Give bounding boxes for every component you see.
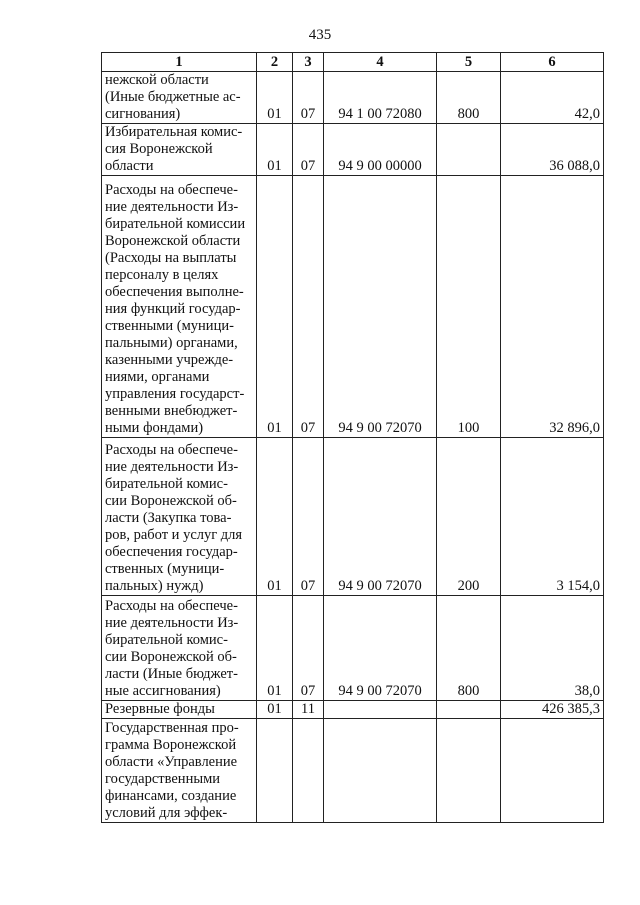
target-article-cell — [324, 719, 437, 823]
table-header-row — [102, 53, 604, 72]
budget-table — [101, 52, 604, 823]
column-header: 2 — [257, 53, 293, 72]
row-name-cell: Расходы на обеспече- ние деятельности Из- бирательной комиссии Воронежской области (Расходы на выплаты персоналу в целях обеспечения выполне- ния функций государ- ственными (муници- пальными) органами, казенными учрежде- ниями, органами управления государст- венными внебюджет- ными фондами) — [102, 176, 257, 438]
row-name-cell: Избирательная комис- сия Воронежской области — [102, 124, 257, 176]
amount-cell: 32 896,0 — [501, 176, 604, 438]
row-name-cell: Расходы на обеспече- ние деятельности Из- бирательной комис- сии Воронежской об- ласти (Закупка това- ров, работ и услуг для обеспечения государ- ственных (муници- пальных) нужд) — [102, 438, 257, 596]
section-code-cell — [257, 719, 293, 823]
amount-cell — [501, 719, 604, 823]
row-name-cell: Государственная про- грамма Воронежской области «Управление государственными финансами, создание условий для эффек- — [102, 719, 257, 823]
row-name-cell: нежской области (Иные бюджетные ас- сигнования) — [102, 72, 257, 124]
subsection-code-cell — [293, 719, 324, 823]
row-name-cell: Расходы на обеспече- ние деятельности Из- бирательной комис- сии Воронежской об- ласти (Иные бюджет- ные ассигнования) — [102, 596, 257, 701]
expense-type-cell: 200 — [437, 438, 501, 596]
section-code-cell: 01 — [257, 72, 293, 124]
column-header: 3 — [293, 53, 324, 72]
column-header: 1 — [102, 53, 257, 72]
section-code-cell: 01 — [257, 596, 293, 701]
expense-type-cell — [437, 701, 501, 719]
expense-type-cell: 100 — [437, 176, 501, 438]
section-code-cell: 01 — [257, 701, 293, 719]
subsection-code-cell: 07 — [293, 72, 324, 124]
column-header: 5 — [437, 53, 501, 72]
column-header: 6 — [501, 53, 604, 72]
amount-cell: 426 385,3 — [501, 701, 604, 719]
page-number: 435 — [308, 27, 332, 43]
expense-type-cell: 800 — [437, 596, 501, 701]
subsection-code-cell: 07 — [293, 176, 324, 438]
amount-cell: 36 088,0 — [501, 124, 604, 176]
row-name-cell: Резервные фонды — [102, 701, 257, 719]
column-header: 4 — [324, 53, 437, 72]
target-article-cell: 94 1 00 72080 — [324, 72, 437, 124]
target-article-cell: 94 9 00 72070 — [324, 596, 437, 701]
target-article-cell: 94 9 00 72070 — [324, 176, 437, 438]
target-article-cell — [324, 701, 437, 719]
table-row — [102, 596, 604, 701]
amount-cell: 3 154,0 — [501, 438, 604, 596]
table-row — [102, 719, 604, 823]
subsection-code-cell: 07 — [293, 596, 324, 701]
table-row — [102, 438, 604, 596]
subsection-code-cell: 07 — [293, 124, 324, 176]
section-code-cell: 01 — [257, 176, 293, 438]
target-article-cell: 94 9 00 00000 — [324, 124, 437, 176]
expense-type-cell: 800 — [437, 72, 501, 124]
expense-type-cell — [437, 124, 501, 176]
subsection-code-cell: 07 — [293, 438, 324, 596]
table-row — [102, 72, 604, 124]
section-code-cell: 01 — [257, 124, 293, 176]
expense-type-cell — [437, 719, 501, 823]
section-code-cell: 01 — [257, 438, 293, 596]
amount-cell: 38,0 — [501, 596, 604, 701]
amount-cell: 42,0 — [501, 72, 604, 124]
target-article-cell: 94 9 00 72070 — [324, 438, 437, 596]
table-row — [102, 176, 604, 438]
subsection-code-cell: 11 — [293, 701, 324, 719]
table-row — [102, 124, 604, 176]
table-row — [102, 701, 604, 719]
